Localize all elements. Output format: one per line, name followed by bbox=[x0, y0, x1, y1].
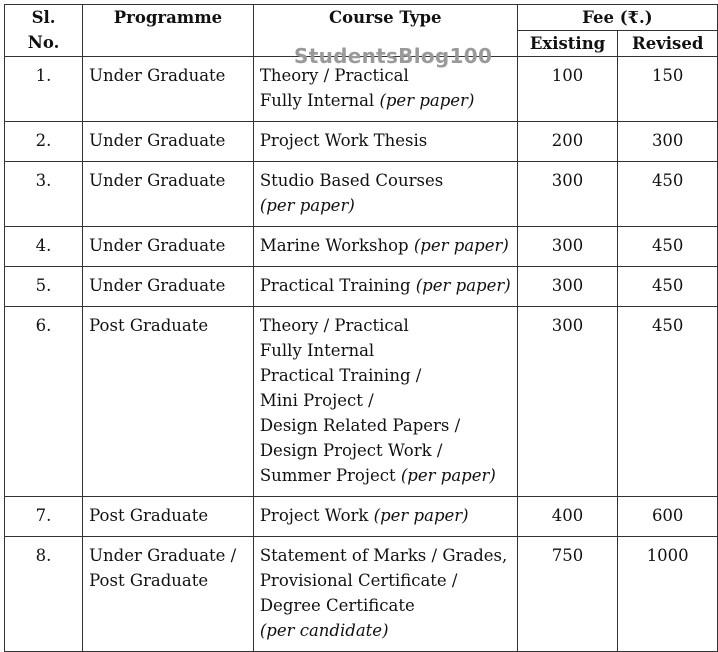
course-type-text: Fully Internal bbox=[259, 91, 380, 110]
course-type-line bbox=[260, 273, 511, 298]
fee-table-container bbox=[4, 4, 718, 652]
existing-fee: 400 bbox=[517, 497, 618, 537]
course-type-cell bbox=[253, 57, 517, 122]
course-type-line bbox=[260, 413, 511, 438]
table-row bbox=[5, 537, 718, 652]
course-type-line bbox=[260, 233, 511, 258]
existing-fee: 200 bbox=[517, 122, 618, 162]
course-type-line bbox=[260, 128, 511, 153]
header-revised: Revised bbox=[618, 31, 718, 57]
course-type-line bbox=[260, 88, 511, 113]
revised-fee: 300 bbox=[618, 122, 718, 162]
programme-cell bbox=[83, 267, 254, 307]
course-type-text: Summer Project bbox=[259, 466, 401, 485]
table-row bbox=[5, 57, 718, 122]
course-type-qualifier: (per paper) bbox=[259, 196, 355, 215]
course-type-text: Theory / Practical bbox=[259, 316, 409, 335]
existing-fee: 300 bbox=[517, 267, 618, 307]
revised-fee: 450 bbox=[618, 267, 718, 307]
watermark: StudentsBlog100 bbox=[294, 44, 493, 68]
existing-fee: 100 bbox=[517, 57, 618, 122]
programme-line: Under Graduate / bbox=[89, 546, 237, 565]
revised-fee: 450 bbox=[618, 227, 718, 267]
course-type-cell bbox=[253, 267, 517, 307]
serial-number: 3. bbox=[5, 162, 83, 227]
course-type-text: Design Related Papers / bbox=[259, 416, 461, 435]
fee-table bbox=[4, 4, 718, 652]
course-type-cell bbox=[253, 162, 517, 227]
course-type-text: Project Work bbox=[259, 506, 374, 525]
course-type-line bbox=[260, 593, 511, 618]
serial-number: 6. bbox=[5, 307, 83, 497]
course-type-line bbox=[260, 63, 511, 88]
programme-cell bbox=[83, 497, 254, 537]
serial-number: 7. bbox=[5, 497, 83, 537]
course-type-text: Marine Workshop bbox=[259, 236, 414, 255]
course-type-text: Statement of Marks / Grades, bbox=[259, 546, 508, 565]
programme-cell bbox=[83, 227, 254, 267]
course-type-line bbox=[260, 463, 511, 488]
programme-line: Post Graduate bbox=[89, 506, 209, 525]
course-type-cell bbox=[253, 307, 517, 497]
programme-line: Under Graduate bbox=[89, 236, 226, 255]
revised-fee: 450 bbox=[618, 307, 718, 497]
programme-cell bbox=[83, 307, 254, 497]
programme-cell bbox=[83, 122, 254, 162]
programme-line: Post Graduate bbox=[89, 316, 209, 335]
table-row bbox=[5, 267, 718, 307]
course-type-line bbox=[260, 338, 511, 363]
header-course-type: Course Type bbox=[253, 5, 517, 57]
table-row bbox=[5, 307, 718, 497]
course-type-text: Mini Project / bbox=[259, 391, 374, 410]
course-type-line bbox=[260, 543, 511, 568]
course-type-text: Practical Training bbox=[259, 276, 416, 295]
header-sl: Sl. No. bbox=[5, 5, 83, 57]
existing-fee: 300 bbox=[517, 227, 618, 267]
course-type-text: Provisional Certificate / bbox=[259, 571, 458, 590]
serial-number: 4. bbox=[5, 227, 83, 267]
course-type-cell bbox=[253, 122, 517, 162]
course-type-line bbox=[260, 193, 511, 218]
header-programme: Programme bbox=[83, 5, 254, 57]
course-type-line bbox=[260, 568, 511, 593]
programme-line: Post Graduate bbox=[89, 571, 209, 590]
existing-fee: 750 bbox=[517, 537, 618, 652]
course-type-text: Project Work Thesis bbox=[259, 131, 428, 150]
table-row bbox=[5, 227, 718, 267]
header-fee: Fee (₹.) bbox=[517, 5, 717, 31]
programme-line: Under Graduate bbox=[89, 131, 226, 150]
course-type-line bbox=[260, 618, 511, 643]
course-type-qualifier: (per paper) bbox=[379, 91, 475, 110]
revised-fee: 1000 bbox=[618, 537, 718, 652]
programme-line: Under Graduate bbox=[89, 171, 226, 190]
course-type-line bbox=[260, 503, 511, 528]
course-type-cell bbox=[253, 497, 517, 537]
course-type-line bbox=[260, 313, 511, 338]
programme-cell bbox=[83, 57, 254, 122]
existing-fee: 300 bbox=[517, 162, 618, 227]
course-type-line bbox=[260, 388, 511, 413]
course-type-qualifier: (per paper) bbox=[373, 506, 469, 525]
serial-number: 1. bbox=[5, 57, 83, 122]
header-existing: Existing bbox=[517, 31, 618, 57]
programme-cell bbox=[83, 162, 254, 227]
course-type-qualifier: (per paper) bbox=[413, 236, 509, 255]
course-type-text: Fully Internal bbox=[259, 341, 375, 360]
course-type-text: Degree Certificate bbox=[259, 596, 415, 615]
course-type-text: Practical Training / bbox=[259, 366, 422, 385]
table-row bbox=[5, 497, 718, 537]
course-type-text: Studio Based Courses bbox=[259, 171, 444, 190]
course-type-cell bbox=[253, 227, 517, 267]
header-row bbox=[5, 5, 718, 31]
serial-number: 2. bbox=[5, 122, 83, 162]
course-type-line bbox=[260, 438, 511, 463]
programme-line: Under Graduate bbox=[89, 276, 226, 295]
serial-number: 8. bbox=[5, 537, 83, 652]
course-type-text: Theory / Practical bbox=[259, 66, 409, 85]
table-row bbox=[5, 122, 718, 162]
programme-cell bbox=[83, 537, 254, 652]
course-type-line bbox=[260, 168, 511, 193]
revised-fee: 600 bbox=[618, 497, 718, 537]
course-type-text: Design Project Work / bbox=[259, 441, 443, 460]
course-type-qualifier: (per paper) bbox=[415, 276, 511, 295]
table-row bbox=[5, 162, 718, 227]
course-type-line bbox=[260, 363, 511, 388]
fee-table-body bbox=[5, 57, 718, 652]
course-type-qualifier: (per candidate) bbox=[259, 621, 389, 640]
programme-line: Under Graduate bbox=[89, 66, 226, 85]
revised-fee: 150 bbox=[618, 57, 718, 122]
revised-fee: 450 bbox=[618, 162, 718, 227]
existing-fee: 300 bbox=[517, 307, 618, 497]
course-type-cell bbox=[253, 537, 517, 652]
serial-number: 5. bbox=[5, 267, 83, 307]
course-type-qualifier: (per paper) bbox=[400, 466, 496, 485]
